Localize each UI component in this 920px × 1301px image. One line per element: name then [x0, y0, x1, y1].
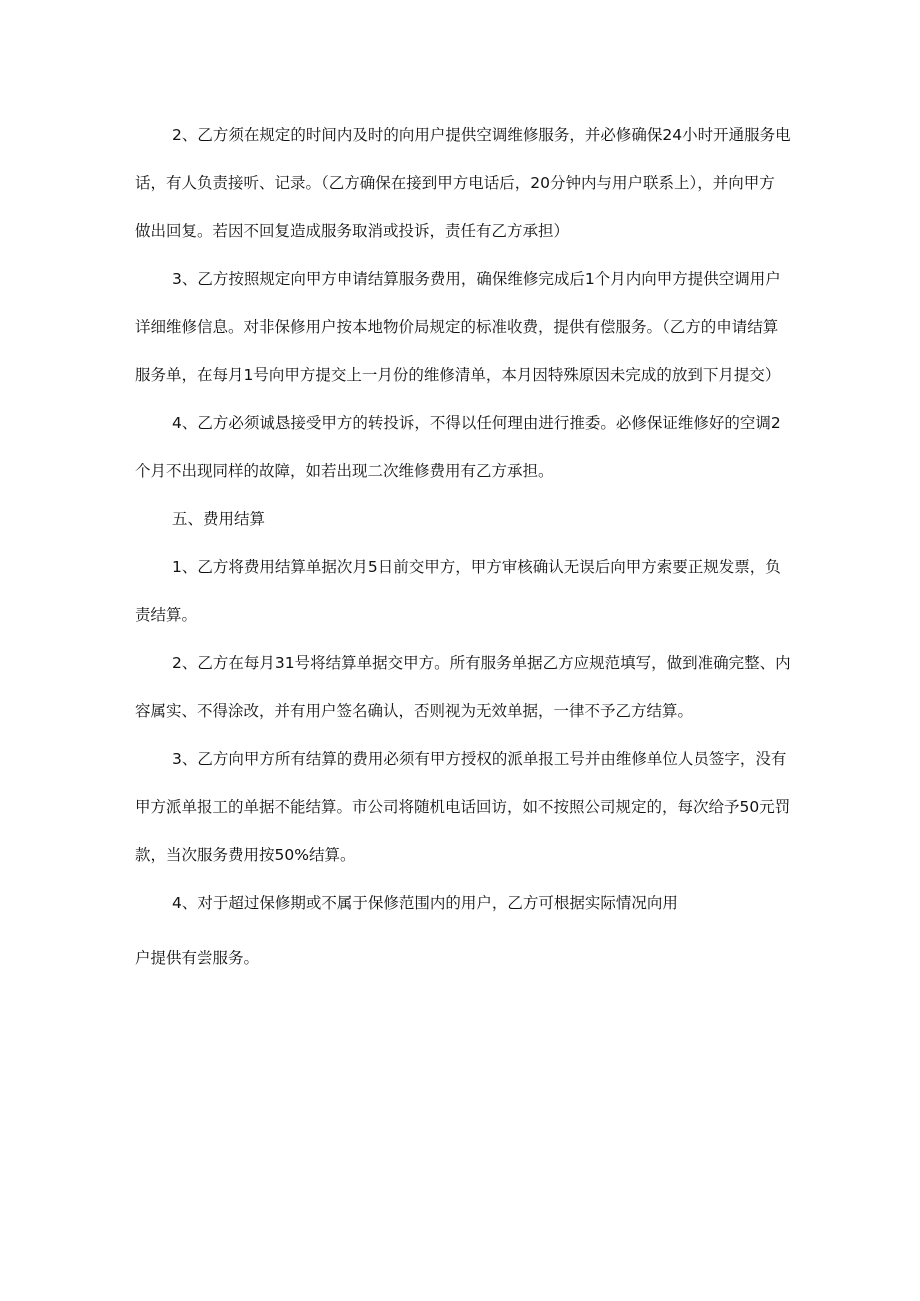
clause-4-4-line-2: 个月不出现同样的故障，如若出现二次维修费用有乙方承担。 [135, 462, 554, 480]
clause-4-3-line-2: 详细维修信息。对非保修用户按本地物价局规定的标准收费，提供有偿服务。（乙方的申请结算 [135, 318, 779, 336]
clause-5-3-line-1: 3、乙方向甲方所有结算的费用必须有甲方授权的派单报工号并由维修单位人员签字，没有 [172, 750, 787, 768]
clause-5-2-line-1: 2、乙方在每月31号将结算单据交甲方。所有服务单据乙方应规范填写，做到准确完整、内 [172, 654, 791, 672]
clause-5-4-line-1: 4、对于超过保修期或不属于保修范围内的用户，乙方可根据实际情况向用 [172, 894, 678, 912]
clause-4-3-line-1: 3、乙方按照规定向甲方申请结算服务费用，确保维修完成后1个月内向甲方提供空调用户 [172, 270, 781, 288]
clause-4-4-line-1: 4、乙方必须诚恳接受甲方的转投诉，不得以任何理由进行推委。必修保证维修好的空调2 [172, 414, 781, 432]
clause-4-2-line-1: 2、乙方须在规定的时间内及时的向用户提供空调维修服务，并必修确保24小时开通服务电 [172, 126, 791, 144]
clause-5-2-line-2: 容属实、不得涂改，并有用户签名确认，否则视为无效单据，一律不予乙方结算。 [135, 702, 694, 720]
clause-4-3-line-3: 服务单，在每月1号向甲方提交上一月份的维修清单，本月因特殊原因未完成的放到下月提交） [135, 366, 781, 384]
section-heading-fee-settlement: 五、费用结算 [172, 510, 266, 528]
clause-5-1-line-2: 责结算。 [135, 606, 198, 624]
clause-5-4-line-2: 户提供有尝服务。 [135, 949, 260, 967]
clause-5-3-line-3: 款，当次服务费用按50%结算。 [135, 846, 356, 864]
clause-5-3-line-2: 甲方派单报工的单据不能结算。市公司将随机电话回访，如不按照公司规定的，每次给予50元罚 [135, 798, 791, 816]
clause-4-2-line-2: 话，有人负责接听、记录。（乙方确保在接到甲方电话后，20分钟内与用户联系上），并向甲方 [135, 174, 775, 192]
clause-5-1-line-1: 1、乙方将费用结算单据次月5日前交甲方，甲方审核确认无误后向甲方索要正规发票，负 [172, 558, 781, 576]
clause-4-2-line-3: 做出回复。若因不回复造成服务取消或投诉，责任有乙方承担） [135, 222, 570, 240]
